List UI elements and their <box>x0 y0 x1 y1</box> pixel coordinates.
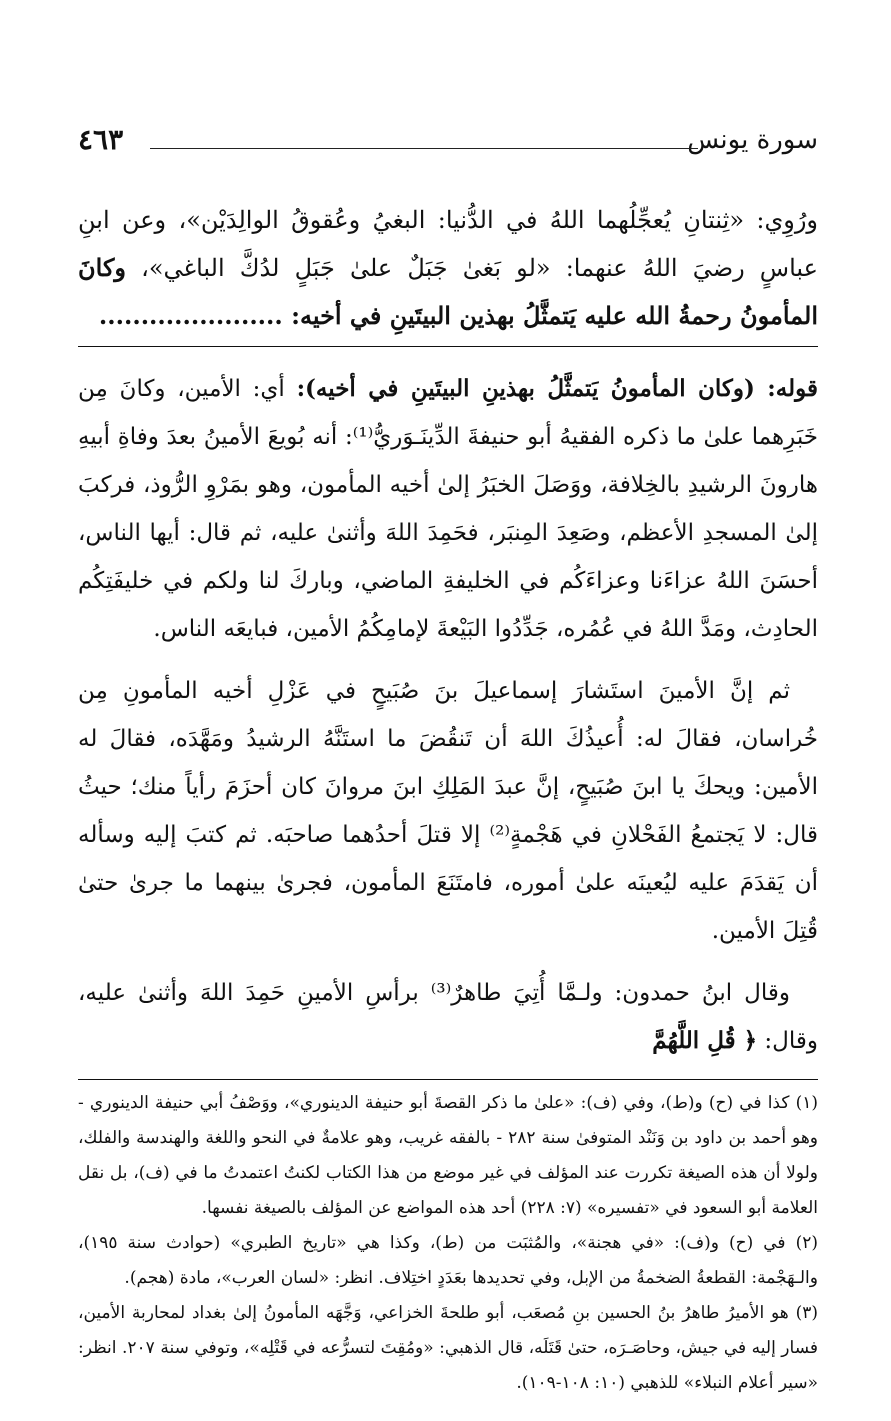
matn-separator <box>78 346 818 347</box>
surah-title: سورة يونس <box>687 125 818 155</box>
page-header <box>78 120 818 166</box>
commentary-body-1: أي: الأمين، وكانَ مِن خَبَرِهما علىٰ ما ذكره الفقيهُ أبو حنيفةَ الدِّينَـوَريُّ⁽¹⁾: أنه بُويعَ الأمينُ بعدَ وفاةِ أبيهِ هارونَ الرشيدِ بالخِلافة، ووَصَلَ الخبَرُ إلىٰ أخيه المأمون، وهو بمَرْوِ الرُّوذ، فركبَ إلىٰ المسجدِ الأعظم، وصَعِدَ المِنبَر، فحَمِدَ اللهَ وأثنىٰ عليه، ثم قال: أيها الناس، أحسَنَ اللهُ عزاءَنا وعزاءَكُم في الخليفةِ الماضي، وباركَ لنا ولكم في خليفَتِكُم الحادِث، ومَدَّ اللهُ في عُمُره، جَدِّدُوا البَيْعةَ لإمامِكُمُ الأمين، فبايعَه الناس. <box>78 376 818 642</box>
commentary-paragraph-3 <box>78 969 818 1065</box>
commentary <box>78 365 818 1065</box>
footnote-3: (٣) هو الأميرُ طاهرُ بنُ الحسين بنِ مُصعَب، أبو طلحةَ الخزاعي، وَجَّهَه المأمونُ إلىٰ بغداد لمحاربة الأمين، فسار إليه في جيش، وحاصَـرَه، حتىٰ قَتَلَه، قال الذهبي: «ومُقِتَ لتسرُّعه في قَتْلِه»، وتوفي سنة ٢٠٧. انظر: «سير أعلام النبلاء» للذهبي (١٠: ١٠٨-١٠٩). <box>78 1303 818 1393</box>
commentary-paragraph-1 <box>78 365 818 653</box>
commentary-paragraph-2: ثم إنَّ الأمينَ استَشارَ إسماعيلَ بنَ صُبَيحٍ في عَزْلِ أخيه المأمونِ مِن خُراسان، فقالَ له: أُعيذُكَ اللهَ أن تَنقُضَ ما استَنَّهُ الرشيدُ ومَهَّدَه، فقالَ له الأمين: ويحكَ يا ابنَ صُبَيحٍ، إنَّ عبدَ المَلِكِ ابنَ مروانَ كان أحزَمَ رأياً منك؛ حيثُ قال: لا يَجتمعُ الفَحْلانِ في هَجْمةٍ⁽²⁾ إلا قتلَ أحدُهما صاحبَه. ثم كتبَ إليه وسأله أن يَقدَمَ عليه ليُعينَه علىٰ أموره، فامتَنَعَ المأمون، فجرىٰ بينهما ما جرىٰ حتىٰ قُتِلَ الأمين. <box>78 678 818 944</box>
footnote-1: (١) كذا في (ح) و(ط)، وفي (ف): «علىٰ ما ذكر القصةَ أبو حنيفة الدينوري»، ووَصْفُ أبي حنيفة الدينوري - وهو أحمد بن داود بن وَنَنْد المتوفىٰ سنة ٢٨٢ - بالفقه غريب، وهو علامةٌ في النحو واللغة والهندسة والفلك، ولولا أن هذه الصيغة تكررت عند المؤلف في غير موضع من هذا الكتاب لكنتُ اعتمدتُ ما في (ف)، بل نقل العلامة أبو السعود في «تفسيره» (٧: ٢٢٨) أحد هذه المواضع عن المؤلف بالصيغة نفسها. <box>78 1093 818 1218</box>
footnote-separator <box>78 1079 818 1080</box>
matn-part-2: وكانَ المأمونُ رحمةُ الله عليه يَتمثَّلُ بهذين البيتَينِ في أخيه: ...................... <box>78 253 818 330</box>
footnotes <box>78 1086 818 1401</box>
quran-quote: ﴿ قُلِ اللَّهُمَّ <box>652 1027 758 1054</box>
commentary-lead: قوله: (وكان المأمونُ يَتمثَّلُ بهذينِ البيتَينِ في أخيه): <box>296 375 818 402</box>
commentary-body-3: وقال ابنُ حمدون: ولـمَّا أُتِيَ طاهرٌ⁽³⁾ برأسِ الأمينِ حَمِدَ اللهَ وأثنىٰ عليه، وقال: <box>78 980 818 1054</box>
page-number: ٤٦٣ <box>78 123 124 156</box>
matn-text <box>78 196 818 340</box>
header-rule <box>150 148 698 149</box>
footnote-2: (٢) في (ح) و(ف): «في هجنة»، والمُثبَت من (ط)، وكذا هي «تاريخ الطبري» (حوادث سنة ١٩٥)، والـهَجْمة: القطعةُ الضخمةُ من الإبل، وفي تحديدها بعَدَدٍ اختِلاف. انظر: «لسان العرب»، مادة (هجم). <box>78 1233 818 1288</box>
matn-part-1: ورُوِي: «ثِنتانِ يُعجِّلُهما اللهُ في الدُّنيا: البغيُ وعُقوقُ الوالِدَيْن»، وعن ابنِ عباسٍ رضيَ اللهُ عنهما: «لو بَغىٰ جَبَلٌ علىٰ جَبَلٍ لدُكَّ الباغي»، <box>78 206 818 282</box>
book-page <box>78 120 818 1401</box>
